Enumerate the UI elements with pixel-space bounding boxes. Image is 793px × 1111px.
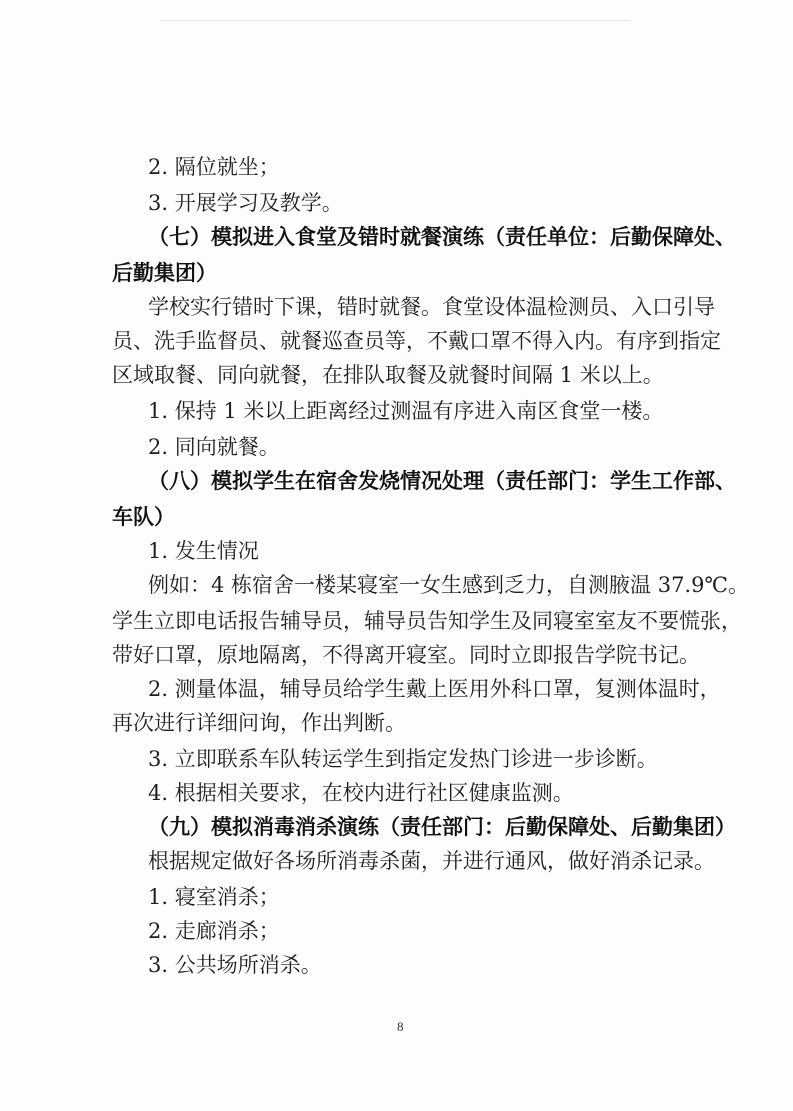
- page-number: 8: [397, 1019, 404, 1034]
- list-item: 1. 发生情况: [148, 539, 259, 563]
- paragraph-line: 带好口罩，原地隔离，不得离开寝室。同时立即报告学院书记。: [112, 643, 700, 667]
- section-heading-9: （九）模拟消毒消杀演练（责任部门：后勤保障处、后勤集团）: [148, 814, 736, 839]
- list-item: 2. 同向就餐。: [148, 435, 280, 459]
- list-item: 4. 根据相关要求，在校内进行社区健康监测。: [148, 781, 574, 805]
- paragraph-line: 根据规定做好各场所消毒杀菌，并进行通风，做好消杀记录。: [148, 849, 715, 873]
- list-item: 3. 立即联系车队转运学生到指定发热门诊进一步诊断。: [148, 747, 658, 771]
- paragraph-line: 学生立即电话报告辅导员，辅导员告知学生及同寝室室友不要慌张，: [112, 609, 742, 633]
- paragraph-line: 再次进行详细问询，作出判断。: [112, 711, 406, 735]
- paragraph-line: 学校实行错时下课，错时就餐。食堂设体温检测员、入口引导: [148, 295, 715, 319]
- list-item: 2. 测量体温，辅导员给学生戴上医用外科口罩，复测体温时，: [148, 677, 721, 701]
- list-item: 2. 走廊消杀；: [148, 919, 280, 943]
- section-heading-7: （七）模拟进入食堂及错时就餐演练（责任单位：后勤保障处、: [148, 224, 736, 249]
- paragraph-line: 区域取餐、同向就餐，在排队取餐及就餐时间隔 1 米以上。: [112, 363, 664, 387]
- list-item: 3. 开展学习及教学。: [148, 191, 343, 215]
- section-heading-8-continued: 车队）: [112, 504, 175, 529]
- paragraph-line: 员、洗手监督员、就餐巡查员等，不戴口罩不得入内。有序到指定: [112, 329, 721, 353]
- paragraph-line: 例如：4 栋宿舍一楼某寝室一女生感到乏力，自测腋温 37.9℃。: [148, 573, 749, 597]
- section-heading-8: （八）模拟学生在宿舍发烧情况处理（责任部门：学生工作部、: [148, 468, 736, 493]
- list-item: 1. 寝室消杀；: [148, 885, 280, 909]
- section-heading-7-continued: 后勤集团）: [112, 260, 217, 285]
- scan-artifact: [160, 20, 630, 21]
- list-item: 3. 公共场所消杀。: [148, 953, 322, 977]
- list-item: 2. 隔位就坐；: [148, 155, 280, 179]
- list-item: 1. 保持 1 米以上距离经过测温有序进入南区食堂一楼。: [148, 399, 664, 423]
